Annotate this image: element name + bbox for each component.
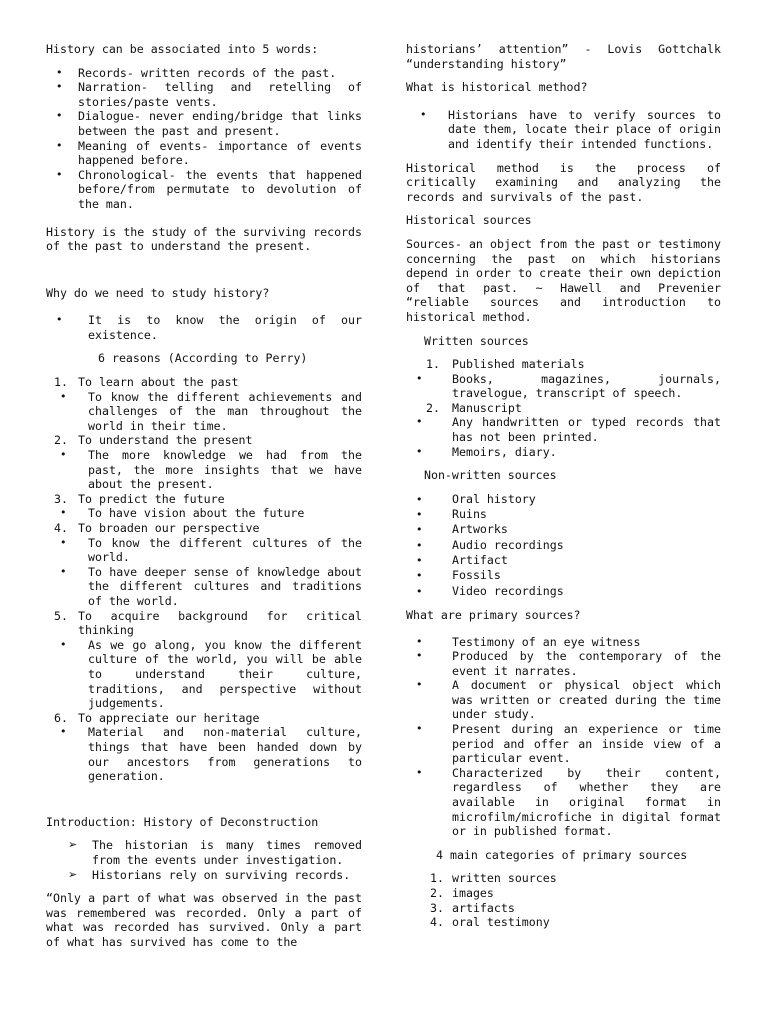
list-item [406, 401, 721, 416]
reason-detail: • To have deeper sense of knowledge about the different cultures and traditions of the world. [46, 565, 362, 609]
why-heading: Why do we need to study history? [46, 285, 270, 300]
written-sources-list [406, 357, 721, 459]
list-item [46, 868, 362, 883]
list-item-text: It is to know the origin of our existence. [88, 313, 362, 342]
list-item [46, 838, 362, 867]
primary-heading: What are primary sources? [406, 607, 581, 622]
list-item-text: oral testimony [452, 915, 550, 930]
reason-title-text: To learn about the past [78, 375, 239, 390]
reasons-heading: 6 reasons (According to Perry) [98, 350, 308, 365]
sources-definition: Sources- an object from the past or testimony concerning the past on which historians depend in order to create their own depiction of that past. ~ Hawell and Prevenier “reliable sources and introduction to historical method. [406, 236, 721, 324]
arrow-bullet-icon: ➢ [68, 867, 78, 881]
list-item: • A document or physical object which was written or created during the time under study. [406, 678, 721, 722]
reasons-list [46, 375, 362, 784]
list-item [406, 886, 721, 901]
list-item: • Video recordings [406, 584, 721, 599]
method-list [406, 108, 721, 152]
list-item: • Characterized by their content, regardless of whether they are available in original format in microfilm/microfiche in digital format or in published format. [406, 766, 721, 839]
quote-continuation: historians’ attention” - Lovis Gottchalk “understanding history” [406, 42, 721, 71]
left-column [46, 42, 362, 949]
list-item-text: written sources [452, 871, 557, 886]
list-item [406, 915, 721, 930]
reason-detail: • To know the different achievements and challenges of the man throughout the world in their time. [46, 390, 362, 434]
reason-title [46, 375, 362, 390]
method-definition: Historical method is the process of critically examining and analyzing the records and survivals of the past. [406, 160, 721, 204]
intro-heading: Introduction: History of Deconstruction [46, 814, 319, 829]
intro-arrow-list [46, 838, 362, 882]
reason-detail: • To have vision about the future [46, 506, 362, 521]
list-item: • Oral history [406, 492, 721, 507]
list-item: • Artworks [406, 522, 721, 537]
reason-title [46, 711, 362, 726]
list-item-text: Manuscript [452, 400, 522, 415]
list-item: • Memoirs, diary. [406, 445, 721, 460]
categories-list [406, 871, 721, 929]
sources-heading: Historical sources [406, 213, 532, 228]
list-item: • Ruins [406, 507, 721, 522]
list-item: • Records- written records of the past. [46, 66, 362, 81]
list-number: 3. [430, 900, 444, 915]
list-item: • Chronological- the events that happened before/from permutate to devolution of the man. [46, 168, 362, 212]
written-heading: Written sources [424, 333, 529, 348]
list-number: 2. [426, 400, 440, 415]
reason-title-text: To acquire background for critical thinking [78, 608, 362, 638]
list-item: • Audio recordings [406, 538, 721, 553]
gottschalk-quote: “Only a part of what was observed in the past was remembered was recorded. Only a part of what was recorded has survived. Only a part of what has survived has come to the [46, 891, 362, 949]
heading-five-words: History can be associated into 5 words: [46, 42, 319, 56]
reason-title [46, 433, 362, 448]
list-item: • Fossils [406, 568, 721, 583]
list-item-text: The historian is many times removed from the events under investigation. [92, 838, 362, 867]
categories-heading: 4 main categories of primary sources [436, 847, 688, 862]
reason-detail: • The more knowledge we had from the past, the more insights that we have about the present. [46, 448, 362, 492]
reason-title [46, 521, 362, 536]
reason-number: 4. [54, 521, 68, 536]
list-item: • Historians have to verify sources to date them, locate their place of origin and identify their intended functions. [406, 108, 721, 152]
list-item-text: Published materials [452, 357, 585, 372]
reason-number: 2. [54, 433, 68, 448]
arrow-bullet-icon: ➢ [68, 838, 78, 852]
list-item: • Produced by the contemporary of the event it narrates. [406, 649, 721, 678]
list-item-text: artifacts [452, 900, 515, 915]
list-item: • Books, magazines, journals, travelogue, transcript of speech. [406, 372, 721, 401]
list-item-text: images [452, 886, 494, 901]
reason-title [46, 609, 362, 638]
list-number: 1. [430, 871, 444, 886]
list-item [406, 357, 721, 372]
five-words-list [46, 66, 362, 212]
reason-title-text: To understand the present [78, 433, 253, 448]
reason-detail: • As we go along, you know the different culture of the world, you will be able to understand their culture, traditions, and perspective without judgements. [46, 638, 362, 711]
method-heading: What is historical method? [406, 80, 588, 95]
list-item: • Any handwritten or typed records that has not been printed. [406, 415, 721, 444]
why-list [46, 313, 362, 342]
reason-title-text: To appreciate our heritage [78, 710, 260, 725]
right-column [406, 42, 721, 930]
list-item [406, 901, 721, 916]
reason-number: 1. [54, 375, 68, 390]
list-item [406, 871, 721, 886]
reason-detail: • Material and non-material culture, things that have been handed down by our ancestors from generations to generation. [46, 725, 362, 783]
reason-number: 3. [54, 491, 68, 506]
list-item: • Narration- telling and retelling of stories/paste vents. [46, 80, 362, 109]
list-item: • Testimony of an eye witness [406, 635, 721, 650]
nonwritten-list [406, 492, 721, 599]
list-item: • Meaning of events- importance of events happened before. [46, 139, 362, 168]
list-item: • Present during an experience or time period and offer an inside view of a particular event. [406, 722, 721, 766]
reason-number: 5. [54, 608, 68, 623]
list-item: • Artifact [406, 553, 721, 568]
list-number: 2. [430, 886, 444, 901]
reason-title-text: To predict the future [78, 491, 225, 506]
list-number: 1. [426, 357, 440, 372]
reason-number: 6. [54, 710, 68, 725]
nonwritten-heading: Non-written sources [424, 468, 557, 483]
list-item [46, 313, 362, 342]
history-definition: History is the study of the surviving records of the past to understand the present. [46, 224, 362, 254]
list-number: 4. [430, 915, 444, 930]
reason-title [46, 492, 362, 507]
list-item-text: Historians rely on surviving records. [92, 867, 351, 882]
reason-title-text: To broaden our perspective [78, 521, 260, 536]
reason-detail: • To know the different cultures of the world. [46, 536, 362, 565]
list-item: • Dialogue- never ending/bridge that links between the past and present. [46, 109, 362, 138]
primary-list [406, 635, 721, 839]
